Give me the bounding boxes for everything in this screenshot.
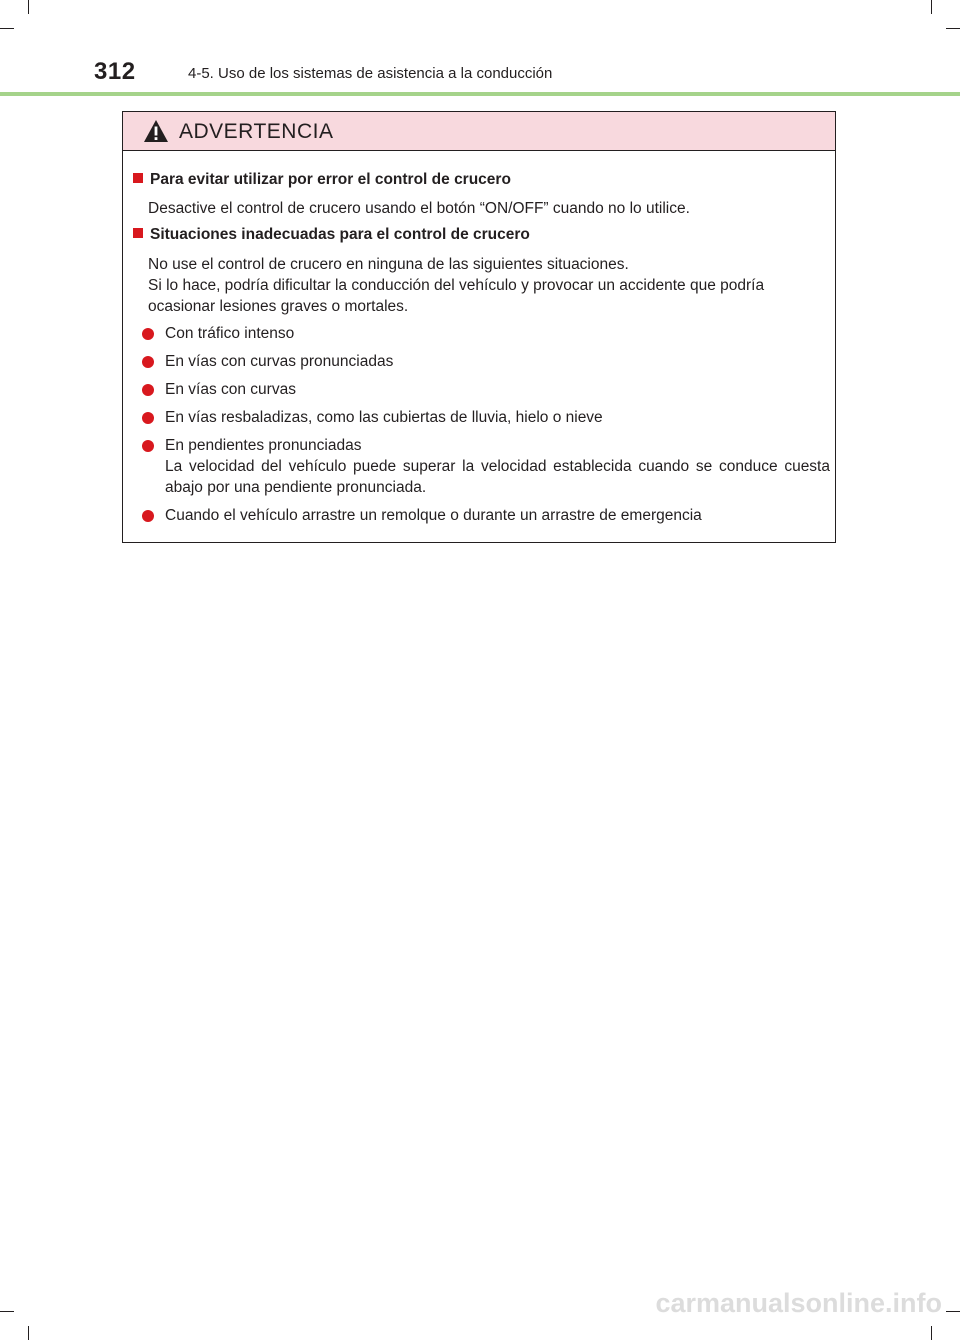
round-bullet-icon <box>142 356 154 368</box>
header-rule <box>0 92 960 96</box>
list-item-text: Con tráfico intenso <box>165 325 295 342</box>
list-item <box>142 323 830 344</box>
paragraph-line: Si lo hace, podría dificultar la conducción del vehículo y provocar un accidente que podría ocasionar lesiones graves o mortales. <box>148 277 765 315</box>
list-item <box>142 435 830 498</box>
section-paragraph: Desactive el control de crucero usando el botón “ON/OFF” cuando no lo utilice. <box>148 200 690 217</box>
list-item-text: En pendientes pronunciadas <box>165 437 362 454</box>
square-bullet-icon <box>133 173 143 183</box>
section-heading-text: Para evitar utilizar por error el control de crucero <box>150 171 511 188</box>
list-item-text: En vías resbaladizas, como las cubiertas de lluvia, hielo o nieve <box>165 409 603 426</box>
crop-mark-bottom-left-h <box>0 1311 14 1312</box>
round-bullet-icon <box>142 412 154 424</box>
list-item <box>142 379 830 400</box>
warning-box <box>122 111 836 543</box>
round-bullet-icon <box>142 328 154 340</box>
crop-mark-top-left-v <box>28 0 29 14</box>
round-bullet-icon <box>142 440 154 452</box>
crop-mark-bottom-right-h <box>946 1311 960 1312</box>
list-item <box>142 505 830 526</box>
page-header <box>94 58 874 88</box>
crop-mark-bottom-right-v <box>931 1326 932 1340</box>
section-heading-text: Situaciones inadecuadas para el control de crucero <box>150 226 530 243</box>
section-title: 4-5. Uso de los sistemas de asistencia a la conducción <box>188 65 553 82</box>
crop-mark-bottom-left-v <box>28 1326 29 1340</box>
section-heading <box>133 171 511 189</box>
list-item <box>142 351 830 372</box>
warning-triangle-icon <box>143 119 169 143</box>
section-heading <box>133 226 530 244</box>
warning-header <box>123 112 835 151</box>
round-bullet-icon <box>142 510 154 522</box>
section-paragraph <box>148 254 828 317</box>
page-number: 312 <box>94 58 136 85</box>
round-bullet-icon <box>142 384 154 396</box>
list-item <box>142 407 830 428</box>
watermark: carmanualsonline.info <box>655 1288 942 1318</box>
crop-mark-top-right-v <box>931 0 932 14</box>
list-item-text: Cuando el vehículo arrastre un remolque o durante un arrastre de emergencia <box>165 507 702 524</box>
paragraph-line: No use el control de crucero en ninguna de las siguientes situaciones. <box>148 256 629 273</box>
list-item-text: En vías con curvas <box>165 381 296 398</box>
square-bullet-icon <box>133 228 143 238</box>
warning-title: ADVERTENCIA <box>179 120 334 143</box>
list-item-text: En vías con curvas pronunciadas <box>165 353 394 370</box>
crop-mark-top-left-h <box>0 28 14 29</box>
crop-mark-top-right-h <box>946 28 960 29</box>
list-item-detail: La velocidad del vehículo puede superar la velocidad establecida cuando se conduce cuesta abajo por una pendiente pronunciada. <box>165 458 830 496</box>
